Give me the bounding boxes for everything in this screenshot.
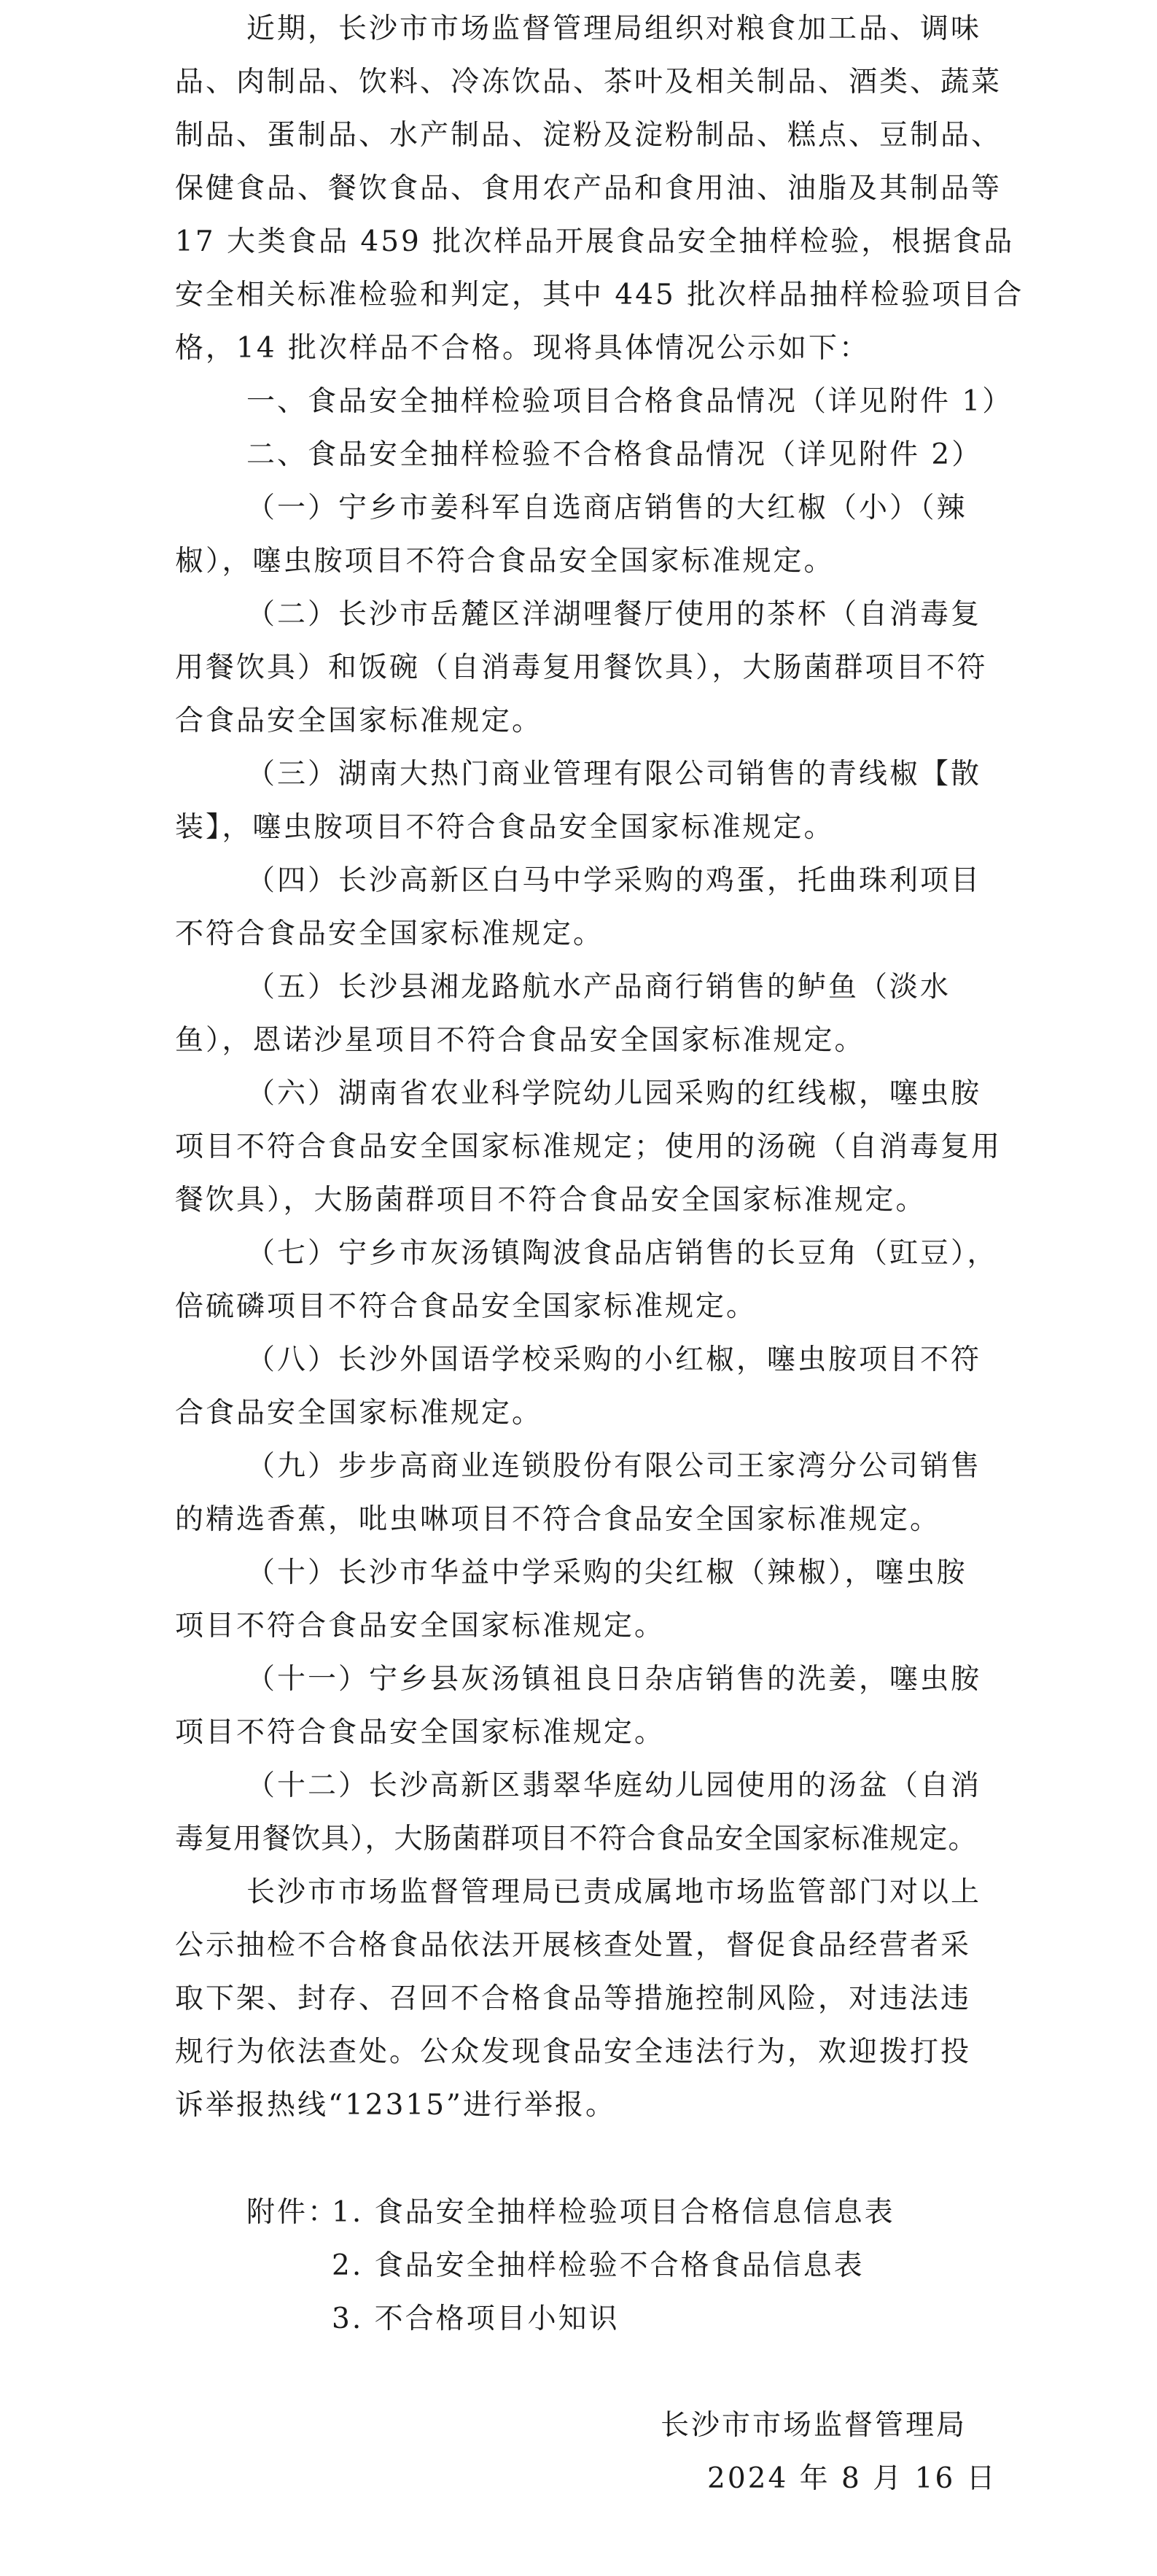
item-4-line: 不符合食品安全国家标准规定。 xyxy=(175,917,604,950)
section-heading-qualified: 一、食品安全抽样检验项目合格食品情况（详见附件 1） xyxy=(246,385,1013,418)
intro-line: 制品、蛋制品、水产制品、淀粉及淀粉制品、糕点、豆制品、 xyxy=(175,119,1002,152)
item-2-line: 用餐饮具）和饭碗（自消毒复用餐饮具），大肠菌群项目不符 xyxy=(175,651,988,684)
item-7-line: 倍硫磷项目不符合食品安全国家标准规定。 xyxy=(175,1290,757,1323)
item-4-line: （四）长沙高新区白马中学采购的鸡蛋，托曲珠利项目 xyxy=(246,864,982,897)
signature-org: 长沙市市场监督管理局 xyxy=(661,2409,967,2442)
closing-line: 规行为依法查处。公众发现食品安全违法行为，欢迎拨打投 xyxy=(175,2036,972,2068)
item-5-line: 鱼），恩诺沙星项目不符合食品安全国家标准规定。 xyxy=(175,1024,865,1057)
item-9-line: （九）步步高商业连锁股份有限公司王家湾分公司销售 xyxy=(246,1450,982,1483)
item-9-line: 的精选香蕉，吡虫啉项目不符合食品安全国家标准规定。 xyxy=(175,1503,941,1536)
closing-line: 诉举报热线“12315”进行举报。 xyxy=(175,2089,616,2122)
item-6-line: 餐饮具），大肠菌群项目不符合食品安全国家标准规定。 xyxy=(175,1184,927,1217)
intro-line: 品、肉制品、饮料、冷冻饮品、茶叶及相关制品、酒类、蔬菜 xyxy=(175,66,1002,98)
item-12-line: 毒复用餐饮具），大肠菌群项目不符合食品安全国家标准规定。 xyxy=(175,1823,978,1855)
intro-line: 安全相关标准检验和判定，其中 445 批次样品抽样检验项目合 xyxy=(175,279,1024,311)
item-6-line: 项目不符合食品安全国家标准规定；使用的汤碗（自消毒复用 xyxy=(175,1130,1002,1163)
intro-line: 近期，长沙市市场监督管理局组织对粮食加工品、调味 xyxy=(246,12,982,45)
attachment-item: 1. 食品安全抽样检验项目合格信息信息表 xyxy=(332,2196,895,2229)
item-2-line: （二）长沙市岳麓区洋湖哩餐厅使用的茶杯（自消毒复 xyxy=(246,598,982,631)
attachment-item: 2. 食品安全抽样检验不合格食品信息表 xyxy=(332,2249,865,2282)
item-3-line: （三）湖南大热门商业管理有限公司销售的青线椒【散 xyxy=(246,758,982,791)
item-5-line: （五）长沙县湘龙路航水产品商行销售的鲈鱼（淡水 xyxy=(246,971,951,1004)
intro-line: 保健食品、餐饮食品、食用农产品和食用油、油脂及其制品等 xyxy=(175,172,1002,205)
item-6-line: （六）湖南省农业科学院幼儿园采购的红线椒，噻虫胺 xyxy=(246,1077,982,1110)
item-11-line: 项目不符合食品安全国家标准规定。 xyxy=(175,1716,666,1749)
section-heading-unqualified: 二、食品安全抽样检验不合格食品情况（详见附件 2） xyxy=(246,438,983,471)
item-10-line: （十）长沙市华益中学采购的尖红椒（辣椒），噻虫胺 xyxy=(246,1556,967,1589)
item-10-line: 项目不符合食品安全国家标准规定。 xyxy=(175,1610,666,1642)
item-7-line: （七）宁乡市灰汤镇陶波食品店销售的长豆角（豇豆）， xyxy=(246,1237,998,1270)
closing-line: 取下架、封存、召回不合格食品等措施控制风险，对违法违 xyxy=(175,1982,972,2015)
closing-line: 公示抽检不合格食品依法开展核查处置，督促食品经营者采 xyxy=(175,1929,972,1962)
item-3-line: 装】，噻虫胺项目不符合食品安全国家标准规定。 xyxy=(175,811,835,844)
item-12-line: （十二）长沙高新区翡翠华庭幼儿园使用的汤盆（自消 xyxy=(246,1769,982,1802)
intro-line: 格，14 批次样品不合格。现将具体情况公示如下： xyxy=(175,332,870,365)
item-1-line: 椒），噻虫胺项目不符合食品安全国家标准规定。 xyxy=(175,545,835,578)
attachment-item: 3. 不合格项目小知识 xyxy=(332,2303,620,2335)
item-2-line: 合食品安全国家标准规定。 xyxy=(175,705,543,737)
item-8-line: （八）长沙外国语学校采购的小红椒，噻虫胺项目不符 xyxy=(246,1343,982,1376)
intro-line: 17 大类食品 459 批次样品开展食品安全抽样检验，根据食品 xyxy=(175,225,1015,258)
item-1-line: （一）宁乡市姜科军自选商店销售的大红椒（小）（辣 xyxy=(246,492,967,524)
signature-date: 2024 年 8 月 16 日 xyxy=(707,2462,997,2495)
closing-line: 长沙市市场监督管理局已责成属地市场监管部门对以上 xyxy=(246,1876,982,1909)
attachments-label: 附件： xyxy=(246,2196,339,2229)
item-8-line: 合食品安全国家标准规定。 xyxy=(175,1397,543,1429)
item-11-line: （十一）宁乡县灰汤镇祖良日杂店销售的洗姜，噻虫胺 xyxy=(246,1663,982,1696)
